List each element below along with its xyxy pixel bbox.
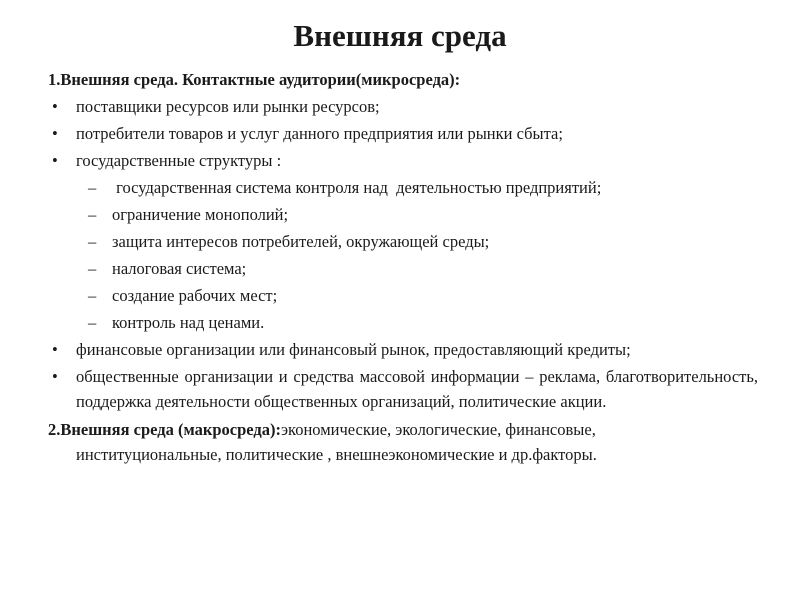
dash-icon: – — [88, 259, 97, 278]
list-item-text: финансовые организации или финансовый рынок, предоставляющий кредиты; — [76, 340, 631, 359]
slide-title: Внешняя среда — [293, 18, 507, 53]
sub-list-item-text: защита интересов потребителей, окружающей среды; — [112, 232, 490, 251]
list-item — [48, 336, 758, 363]
section1-heading: 1.Внешняя среда. Контактные аудитории(микросреда): — [48, 70, 461, 89]
sub-list-item-text: государственная система контроля над деятельностью предприятий; — [112, 178, 602, 197]
sub-list-item — [48, 174, 758, 201]
section2-paragraph — [48, 415, 758, 467]
bullet-icon: • — [52, 340, 58, 359]
section2-text-line1: экономические, экологические, финансовые, — [280, 420, 596, 439]
bullet-icon: • — [52, 97, 58, 116]
dash-icon: – — [88, 286, 97, 305]
list-item-text: государственные структуры : — [76, 151, 282, 170]
list-item — [48, 93, 758, 120]
bullet-icon: • — [52, 367, 58, 386]
dash-icon: – — [88, 232, 97, 251]
slide-content — [48, 66, 758, 467]
sub-list-item — [48, 201, 758, 228]
section2-heading: 2.Внешняя среда (макросреда): — [48, 420, 281, 439]
list-item — [48, 363, 758, 415]
list-item-text: общественные организации и средства массовой информации – реклама, благотворительность, поддержка деятельности общественных организаций, политические акции. — [76, 367, 758, 411]
dash-icon: – — [88, 178, 97, 197]
sub-list-item-text: налоговая система; — [112, 259, 247, 278]
sub-list-item-text: контроль над ценами. — [112, 313, 265, 332]
list-item-text: поставщики ресурсов или рынки ресурсов; — [76, 97, 380, 116]
list-item-text: потребители товаров и услуг данного предприятия или рынки сбыта; — [76, 124, 563, 143]
sub-list-item-text: создание рабочих мест; — [112, 286, 278, 305]
sub-list-item — [48, 282, 758, 309]
dash-icon: – — [88, 313, 97, 332]
bullet-icon: • — [52, 124, 58, 143]
sub-list-item — [48, 255, 758, 282]
sub-list-item — [48, 228, 758, 255]
sub-list-item — [48, 309, 758, 336]
list-item — [48, 147, 758, 174]
bullet-icon: • — [52, 151, 58, 170]
section2-text-line2: институциональные, политические , внешнеэкономические и др.факторы. — [76, 445, 597, 464]
list-item — [48, 120, 758, 147]
sub-list-item-text: ограничение монополий; — [112, 205, 289, 224]
dash-icon: – — [88, 205, 97, 224]
